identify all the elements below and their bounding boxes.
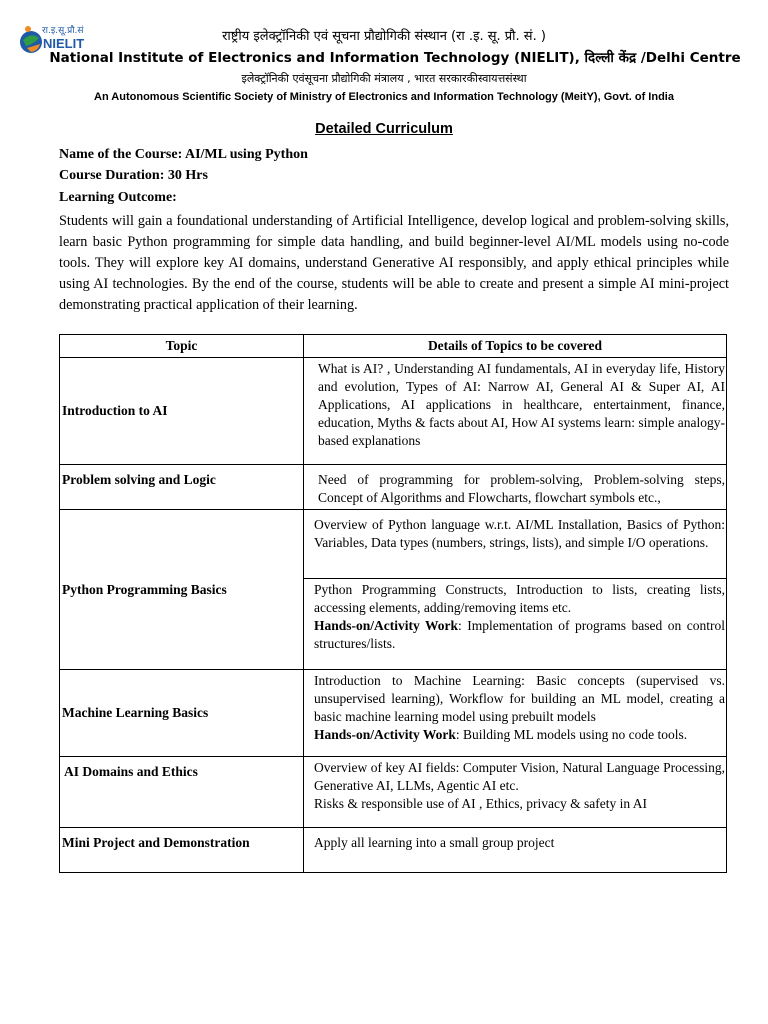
learning-outcome-text: Students will gain a foundational understanding of Artificial Intelligence, develop logical and problem-solving skills, learn basic Python programming for simple data handling, and build beginner-level AI/ML models using no-code tools. They will explore key AI domains, understand Generative AI responsibly, and apply ethical principles while using AI technologies. By the end of the course, students will be able to create and present a simple AI mini-project demonstrating practical application of their learning. — [59, 213, 729, 313]
topic-cell: Python Programming Basics — [60, 510, 304, 670]
logo-hindi-text: रा.इ.सू.प्रौ.सं — [42, 26, 84, 36]
details-cell — [304, 579, 727, 670]
details-cell — [304, 670, 727, 757]
details-text: Risks & responsible use of AI , Ethics, privacy & safety in AI — [314, 796, 647, 811]
details-cell: Overview of Python language w.r.t. AI/ML Installation, Basics of Python: Variables, Data types (numbers, strings, lists), and simple I/O operations. — [304, 510, 727, 579]
table-row — [60, 465, 727, 510]
course-name: Name of the Course: AI/ML using Python — [59, 147, 308, 162]
course-duration: Course Duration: 30 Hrs — [59, 168, 208, 183]
header-hindi-title: राष्ट्रीय इलेक्ट्रॉनिकी एवं सूचना प्रौद्योगिकी संस्थान (रा .इ. सू. प्रौ. सं. ) — [222, 29, 546, 44]
curriculum-table — [59, 334, 727, 873]
handson-text: : Implementation of programs based on control structures/lists. — [314, 618, 725, 651]
page-title — [0, 121, 768, 137]
table-row — [60, 828, 727, 873]
details-text: Python Programming Constructs, Introduction to lists, creating lists, accessing elements, adding/removing items etc. — [314, 582, 725, 615]
table-row — [60, 358, 727, 465]
page-title-text: Detailed Curriculum — [315, 121, 453, 137]
handson-label: Hands-on/Activity Work — [314, 618, 459, 633]
table-row — [60, 757, 727, 828]
header-english-subtitle: An Autonomous Scientific Society of Ministry of Electronics and Information Technology (MeitY), Govt. of India — [94, 91, 674, 103]
topic-cell: Problem solving and Logic — [60, 465, 304, 510]
table-row — [60, 510, 727, 579]
details-text: Introduction to Machine Learning: Basic concepts (supervised vs. unsupervised learning), Workflow for building an ML model, creating a basic machine learning model using prebuilt models — [314, 673, 725, 724]
logo-name-text: NIELIT — [43, 36, 85, 51]
handson-label: Hands-on/Activity Work — [314, 727, 456, 742]
details-cell: Need of programming for problem-solving, Problem-solving steps, Concept of Algorithms and Flowcharts, flowchart symbols etc., — [304, 465, 727, 510]
table-row — [60, 670, 727, 757]
column-header-topic: Topic — [60, 335, 304, 358]
column-header-details: Details of Topics to be covered — [304, 335, 727, 358]
header-english-title: National Institute of Electronics and Information Technology (NIELIT), दिल्ली केंद्र /Delhi Centre — [49, 50, 741, 66]
topic-cell: Mini Project and Demonstration — [60, 828, 304, 873]
topic-cell: Introduction to AI — [60, 358, 304, 465]
table-header-row — [60, 335, 727, 358]
topic-cell: AI Domains and Ethics — [60, 757, 304, 828]
details-cell: Apply all learning into a small group project — [304, 828, 727, 873]
topic-cell: Machine Learning Basics — [60, 670, 304, 757]
details-text: Overview of key AI fields: Computer Vision, Natural Language Processing, Generative AI, LLMs, Agentic AI etc. — [314, 760, 725, 793]
details-cell — [304, 757, 727, 828]
learning-outcome-label: Learning Outcome: — [59, 190, 177, 205]
details-cell: What is AI? , Understanding AI fundamentals, AI in everyday life, History and evolution, Types of AI: Narrow AI, General AI & Super AI, AI Applications, AI applications in healthcare, entertainment, finance, education, Myths & facts about AI, How AI systems learn: simple analogy-based explanations — [304, 358, 727, 465]
handson-text: : Building ML models using no code tools. — [455, 727, 688, 742]
header-hindi-subtitle: इलेक्ट्रॉनिकी एवंसूचना प्रौद्योगिकी मंत्रालय , भारत सरकारकीस्वायत्तसंस्था — [241, 72, 527, 85]
